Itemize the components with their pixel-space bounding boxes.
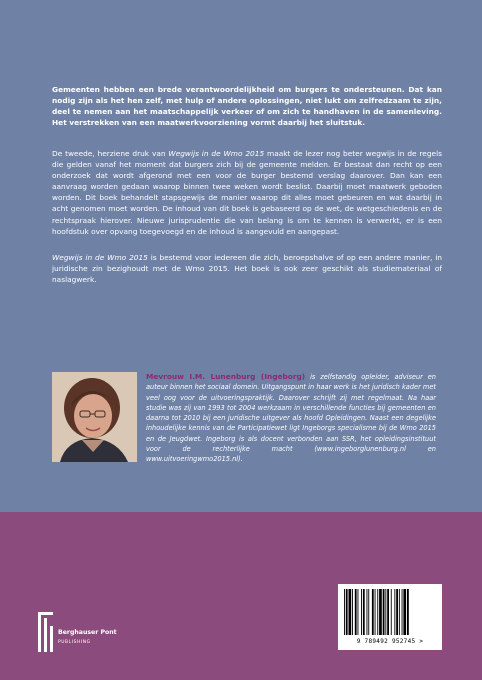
barcode-stripe [358,589,359,635]
publisher-name: Berghauser Pont [58,629,117,636]
barcode-stripe [394,589,395,635]
barcode-digits: 9 789492 952745 > [356,638,424,645]
barcode-stripe [407,589,409,635]
barcode-stripe [391,589,392,635]
paragraph-lead: De tweede, herziene druk van [52,149,169,158]
book-title: Wegwijs in de Wmo 2015 [168,149,265,158]
barcode-stripe [372,589,374,635]
barcode-stripe [387,589,389,635]
barcode-stripe [377,589,378,635]
barcode-bars [338,584,442,640]
barcode-stripe [385,589,386,635]
body-paragraph-edition [52,148,442,237]
publisher-mark-icon [36,610,56,654]
barcode-stripe [361,589,362,635]
barcode-stripe [352,589,353,635]
barcode-stripe [368,589,369,635]
paragraph-text: is bestemd voor iedereen die zich, beroepshalve of op een andere manier, in juridische zin bezighoudt met de Wmo 2015. Het boek is ook zeer geschikt als studiemateriaal of naslagwerk. [52,253,442,285]
author-name: Mevrouw I.M. Lunenburg (Ingeborg) [146,372,306,381]
body-paragraph-audience [52,252,442,285]
paragraph-text: maakt de lezer nog beter wegwijs in de regels die gelden vanaf het moment dat burgers zich bij de gemeente melden. Er bestaat dan recht op een onderzoek dat wordt afgerond met een voor de burger bestemd verslag daarover. Dan kan een aanvraag worden gedaan waarop binnen twee weken wordt beslist. Daarbij moet maatwerk geboden worden. Dit boek behandelt stapsgewijs de manier waarop dit alles moet gebeuren en wat daarbij in acht genomen moet worden. De inhoud van dit boek is gebaseerd op de wet, de wetgeschiedenis en de rechtspraak hierover. Nieuwe jurisprudentie die van belang is om te kennen is verwerkt, er is een hoofdstuk over opvang toegevoegd en de inhoud is aangevuld en aangepast. [52,149,442,236]
barcode-stripe [383,589,385,635]
barcode-stripe [346,589,348,635]
intro-paragraph: Gemeenten hebben een brede verantwoordelijkheid om burgers te ondersteunen. Dat kan nodig zijn als het hen zelf, met hulp of andere oplossingen, niet lukt om zelfredzaam te zijn, deel te nemen aan het maatschappelijk verkeer of om zich te handhaven in de samenleving. Het verstrekken van een maatwerkvoorziening vormt daarbij het sluitstuk. [52,85,442,128]
author-portrait-image [52,372,137,462]
barcode-stripe [396,589,398,635]
book-title: Wegwijs in de Wmo 2015 [52,253,148,262]
author-bio [146,372,436,465]
barcode-stripe [355,589,357,635]
author-bio-text: is zelfstandig opleider, adviseur en auteur binnen het sociaal domein. Uitgangspunt in haar werk is het juridisch kader met veel oog voor de uitvoeringspraktijk. Daarover schrijft zij met regelmaat. Na haar studie was zij van 1993 tot 2004 werkzaam in verschillende functies bij gemeenten en daarna tot 2010 bij een juridische uitgever als hoofd Opleidingen. Naast een degelijke inhoudelijke kennis van de Participatiewet ligt Ingeborgs specialisme bij de Wmo 2015 en de Jeugdwet. Ingeborg is als docent verbonden aan SSR, het opleidingsinstituut voor de rechterlijke macht (www.ingeborglunenburg.nl en www.uitvoeringwmo2015.nl). [146,373,436,464]
barcode-stripe [375,589,376,635]
barcode-stripe [403,589,406,635]
barcode-stripe [399,589,400,635]
author-photo [52,372,137,462]
barcode-stripe [363,589,365,635]
isbn-barcode [338,584,442,650]
barcode-stripe [344,589,345,635]
barcode-stripe [367,589,368,635]
barcode-stripe [349,589,352,635]
barcode-stripe [402,589,403,635]
barcode-stripe [379,589,382,635]
publisher-logo [36,610,156,658]
publisher-subtitle: PUBLISHING [58,640,91,645]
